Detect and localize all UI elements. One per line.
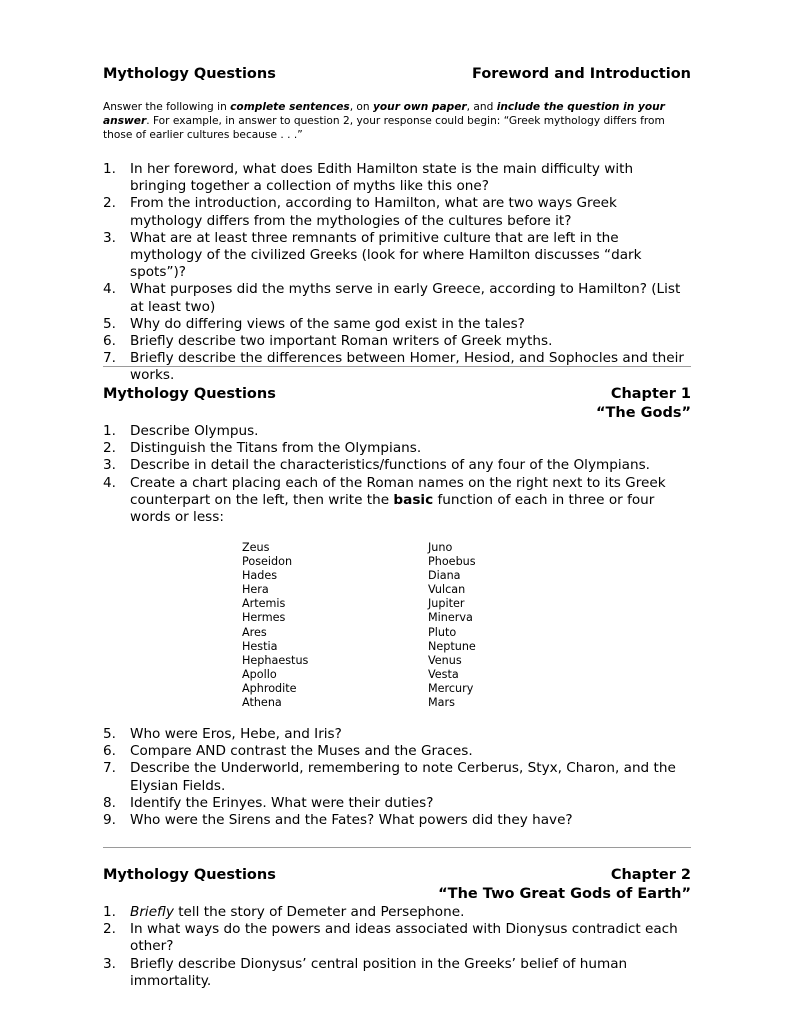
roman-name: Minerva [428,611,473,625]
greek-name: Hestia [242,639,278,653]
roman-name: Mars [428,696,455,710]
section3-question-list [103,904,693,990]
question-text: Identify the Erinyes. What were their duties? [130,794,434,811]
section2-chapter: Chapter 1 [610,386,691,402]
intro-emphasis: complete sentences [230,101,350,113]
question-number: 7. [103,760,116,777]
question-number: 5. [103,315,116,332]
question-text: Describe Olympus. [130,423,259,439]
question-text: Briefly describe two important Roman writers of Greek myths. [130,333,553,350]
question-item [103,795,693,812]
question-number: 3. [103,457,116,474]
roman-name: Venus [428,653,462,667]
roman-name: Mercury [428,681,474,695]
greek-name: Apollo [242,667,277,681]
greek-name: Poseidon [242,555,293,569]
roman-name: Vesta [428,667,459,681]
question-item [103,812,693,829]
roman-names-column [428,541,476,710]
question-item [103,161,693,195]
question-number: 8. [103,794,116,811]
question-text: Who were Eros, Hebe, and Iris? [130,726,342,742]
question-text: Describe the Underworld, remembering to note Cerberus, Styx, Charon, and the Elysian Fields. [130,760,676,794]
question-number: 4. [103,474,116,491]
question-text: What purposes did the myths serve in early Greece, according to Hamilton? (List at least two) [130,281,681,315]
question-number: 7. [103,350,116,367]
question-emphasis: basic [393,491,434,508]
question-text: Why do differing views of the same god exist in the tales? [130,315,525,332]
intro-text: , on [349,101,373,113]
question-text: In her foreword, what does Edith Hamilton state is the main difficulty with bringing together a collection of myths like this one? [130,161,634,195]
question-item [103,956,693,990]
question-item [103,230,693,282]
question-text: function of each in three or four words or less: [130,491,655,526]
greek-name: Artemis [242,597,286,611]
greek-name: Zeus [242,541,270,554]
question-text: Create a chart placing each of the Roman names on the right next to its Greek counterpart on the left, then write the [130,474,666,508]
greek-name: Hera [242,583,269,597]
intro-text: . For example, in answer to question 2, your response could begin: “Greek mythology differs from those of earlier cultures because . . .” [103,115,665,141]
greek-name: Hermes [242,611,286,625]
question-number: 2. [103,921,116,938]
question-text: Briefly describe the differences between Homer, Hesiod, and Sophocles and their works. [130,350,684,384]
question-number: 5. [103,726,116,742]
greek-name: Aphrodite [242,681,297,695]
section1-chapter: Foreword and Introduction [472,66,691,82]
question-item [103,281,693,315]
section1-title: Mythology Questions [103,66,276,82]
roman-name: Juno [428,541,453,554]
roman-name: Jupiter [428,597,465,611]
roman-name: Neptune [428,639,476,653]
question-text: In what ways do the powers and ideas associated with Dionysus contradict each other? [130,921,678,955]
question-number: 3. [103,229,116,246]
question-number: 6. [103,333,116,350]
greek-names-column [242,541,308,710]
question-item [103,904,693,921]
greek-name: Athena [242,696,282,710]
question-number: 2. [103,195,116,212]
section2-title: Mythology Questions [103,386,276,402]
roman-name: Pluto [428,625,457,639]
section-divider [103,366,691,367]
question-number: 4. [103,281,116,298]
question-item [103,440,693,457]
question-item [103,743,693,760]
question-item [103,921,693,955]
question-number: 1. [103,904,116,920]
section3-subtitle: “The Two Great Gods of Earth” [438,886,691,902]
question-number: 6. [103,743,116,760]
question-emphasis: Briefly [130,904,174,920]
greek-name: Ares [242,625,267,639]
question-number: 2. [103,440,116,457]
question-item [103,760,693,794]
question-item [103,195,693,229]
question-text: Who were the Sirens and the Fates? What powers did they have? [130,812,573,829]
section2-question-list-continued [103,726,693,829]
question-item [103,333,693,350]
question-text: Briefly describe Dionysus’ central position in the Greeks’ belief of human immortality. [130,955,628,989]
question-text: Distinguish the Titans from the Olympians. [130,440,422,457]
section1-question-list [103,161,693,385]
question-text: Describe in detail the characteristics/functions of any four of the Olympians. [130,457,651,474]
question-text: What are at least three remnants of primitive culture that are left in the mythology of the civilized Greeks (look for where Hamilton discusses “dark spots”)? [130,229,642,281]
section2-question-list [103,423,693,526]
question-number: 9. [103,812,116,829]
section3-chapter: Chapter 2 [610,867,691,883]
question-item [103,350,693,384]
intro-text: Answer the following in [103,101,231,113]
intro-text: , and [466,101,497,113]
intro-emphasis: include the question in your answer [103,101,665,127]
question-item [103,316,693,333]
roman-name: Phoebus [428,555,476,569]
greek-name: Hephaestus [242,653,309,667]
question-item [103,475,693,527]
question-text: tell the story of Demeter and Persephone. [173,904,465,920]
question-number: 1. [103,423,116,439]
intro-emphasis: your own paper [373,101,467,113]
question-text: Compare AND contrast the Muses and the Graces. [130,743,473,760]
instructions-paragraph [103,100,693,142]
greek-name: Hades [242,569,278,583]
section3-title: Mythology Questions [103,867,276,883]
section2-subtitle: “The Gods” [595,405,691,421]
question-item [103,423,693,440]
question-number: 3. [103,955,116,972]
roman-name: Vulcan [428,583,466,597]
roman-name: Diana [428,569,461,583]
question-item [103,726,693,743]
section-divider [103,847,691,848]
question-item [103,457,693,474]
question-text: From the introduction, according to Hamilton, what are two ways Greek mythology differs from the mythologies of the cultures before it? [130,195,617,229]
question-number: 1. [103,161,116,177]
